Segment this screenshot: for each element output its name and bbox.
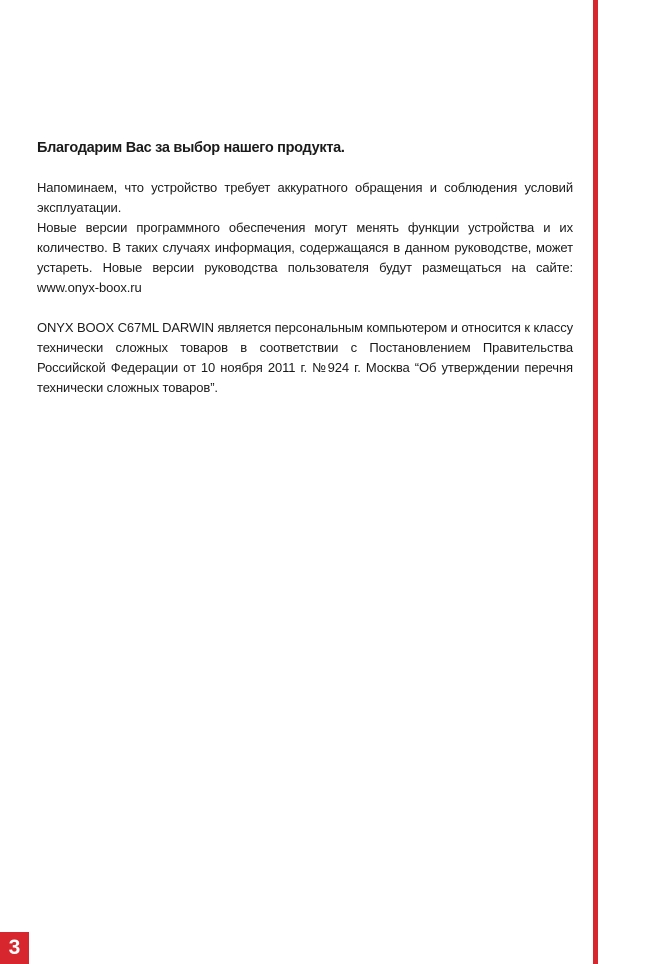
page-heading: Благодарим Вас за выбор нашего продукта. <box>37 140 345 156</box>
paragraph-care-reminder: Напоминаем, что устройство требует аккуратного обращения и соблюдения условий эксплуатации. <box>37 180 573 215</box>
paragraph-software-versions: Новые версии программного обеспечения могут менять функции устройства и их количество. В таких случаях информация, содержащаяся в данном руководстве, может устареть. Новые версии руководства пользователя будут размещаться на сайте: www.onyx-boox.ru <box>37 220 573 295</box>
paragraph-spacer <box>37 298 573 318</box>
paragraph-product-classification: ONYX BOOX C67ML DARWIN является персональным компьютером и относится к классу технически сложных товаров в соответствии с Постановлением Правительства Российской Федерации от 10 ноября 2011 г. №924 г. Москва “Об утверждении перечня технически сложных товаров”. <box>37 320 573 395</box>
page-number-badge: 3 <box>0 932 29 964</box>
right-edge-bar <box>593 0 598 964</box>
page-content <box>37 138 573 398</box>
